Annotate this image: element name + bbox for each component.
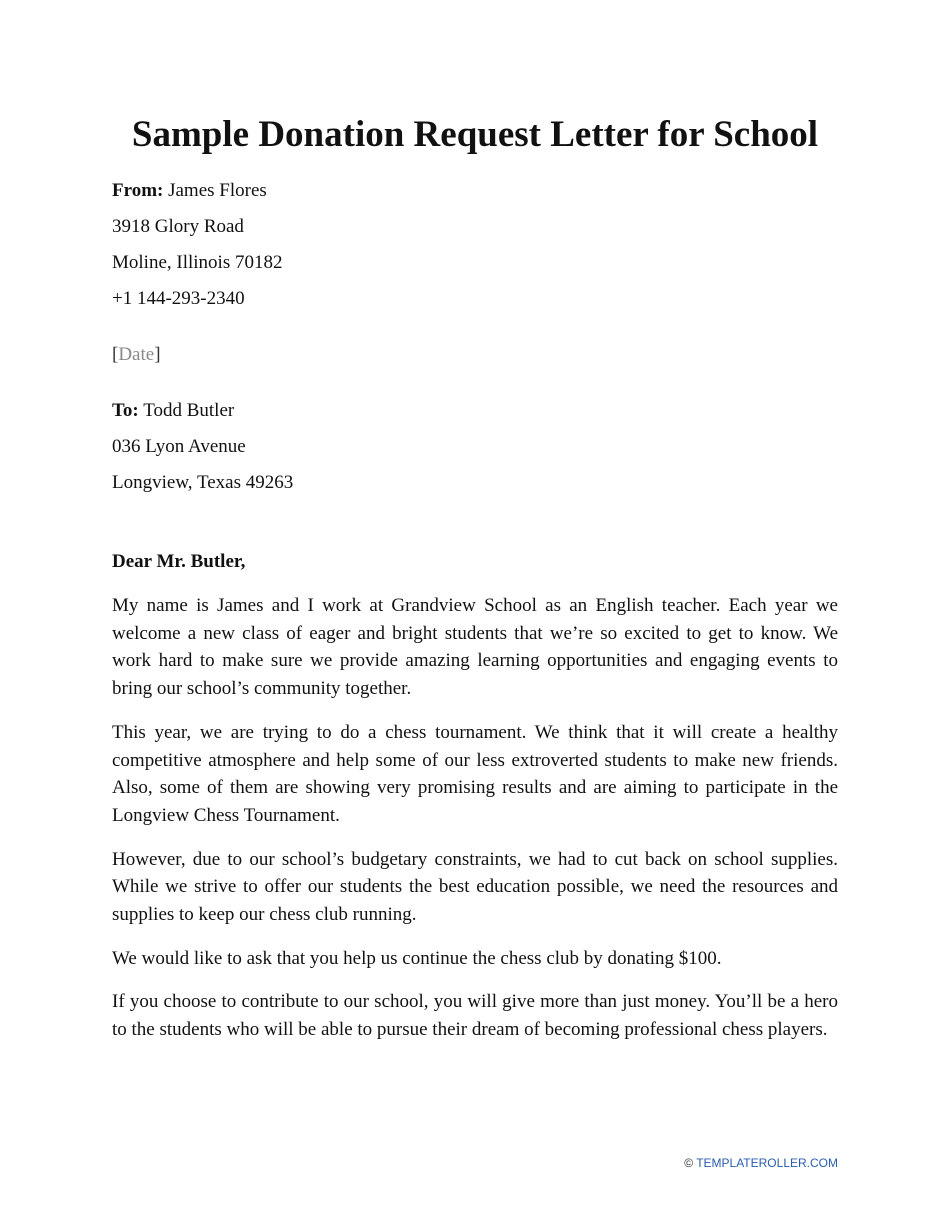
salutation: Dear Mr. Butler, — [112, 551, 246, 572]
recipient-name-line — [112, 393, 838, 429]
sender-name-line — [112, 173, 838, 209]
sender-street: 3918 Glory Road — [112, 216, 244, 237]
date-open-bracket: [ — [112, 344, 119, 365]
date-placeholder: Date — [118, 344, 155, 365]
sender-name: James Flores — [168, 180, 267, 201]
recipient-block — [112, 393, 838, 501]
body-paragraph-2: This year, we are trying to do a chess tournament. We think that it will create a healthy competitive atmosphere and help some of our less extroverted students to make new friends. Also, some of them are showing very promising results and are aiming to participate in the Longview Chess Tournament. — [112, 721, 838, 826]
recipient-city: Longview, Texas 49263 — [112, 472, 294, 493]
to-label: To: — [112, 400, 139, 421]
date-block — [112, 337, 838, 373]
sender-phone: +1 144-293-2340 — [112, 288, 245, 309]
date-close-bracket: ] — [154, 344, 161, 365]
body-paragraph-5: If you choose to contribute to our school, you will give more than just money. You’ll be a hero to the students who will be able to pursue their dream of becoming professional chess players. — [112, 991, 838, 1041]
page-title: Sample Donation Request Letter for School — [131, 114, 819, 155]
sender-block — [112, 173, 838, 317]
recipient-street: 036 Lyon Avenue — [112, 436, 246, 457]
copyright-symbol: © — [684, 1156, 694, 1170]
recipient-name: Todd Butler — [143, 400, 235, 421]
date-field[interactable] — [112, 337, 838, 373]
body-paragraph-4: We would like to ask that you help us continue the chess club by donating $100. — [112, 947, 722, 969]
body-paragraph-3: However, due to our school’s budgetary constraints, we had to cut back on school supplies. While we strive to offer our students the best education possible, we need the resources and supplies to keep our chess club running. — [112, 848, 838, 926]
sender-city: Moline, Illinois 70182 — [112, 252, 283, 273]
footer-site-link[interactable]: TEMPLATEROLLER.COM — [696, 1156, 838, 1170]
footer-credit — [684, 1155, 838, 1171]
letter-body — [112, 592, 838, 1060]
body-paragraph-1: My name is James and I work at Grandview School as an English teacher. Each year we welcome a new class of eager and bright students that we’re so excited to get to know. We work hard to make sure we provide amazing learning opportunities and engaging events to bring our school’s community together. — [112, 595, 838, 700]
from-label: From: — [112, 180, 164, 201]
